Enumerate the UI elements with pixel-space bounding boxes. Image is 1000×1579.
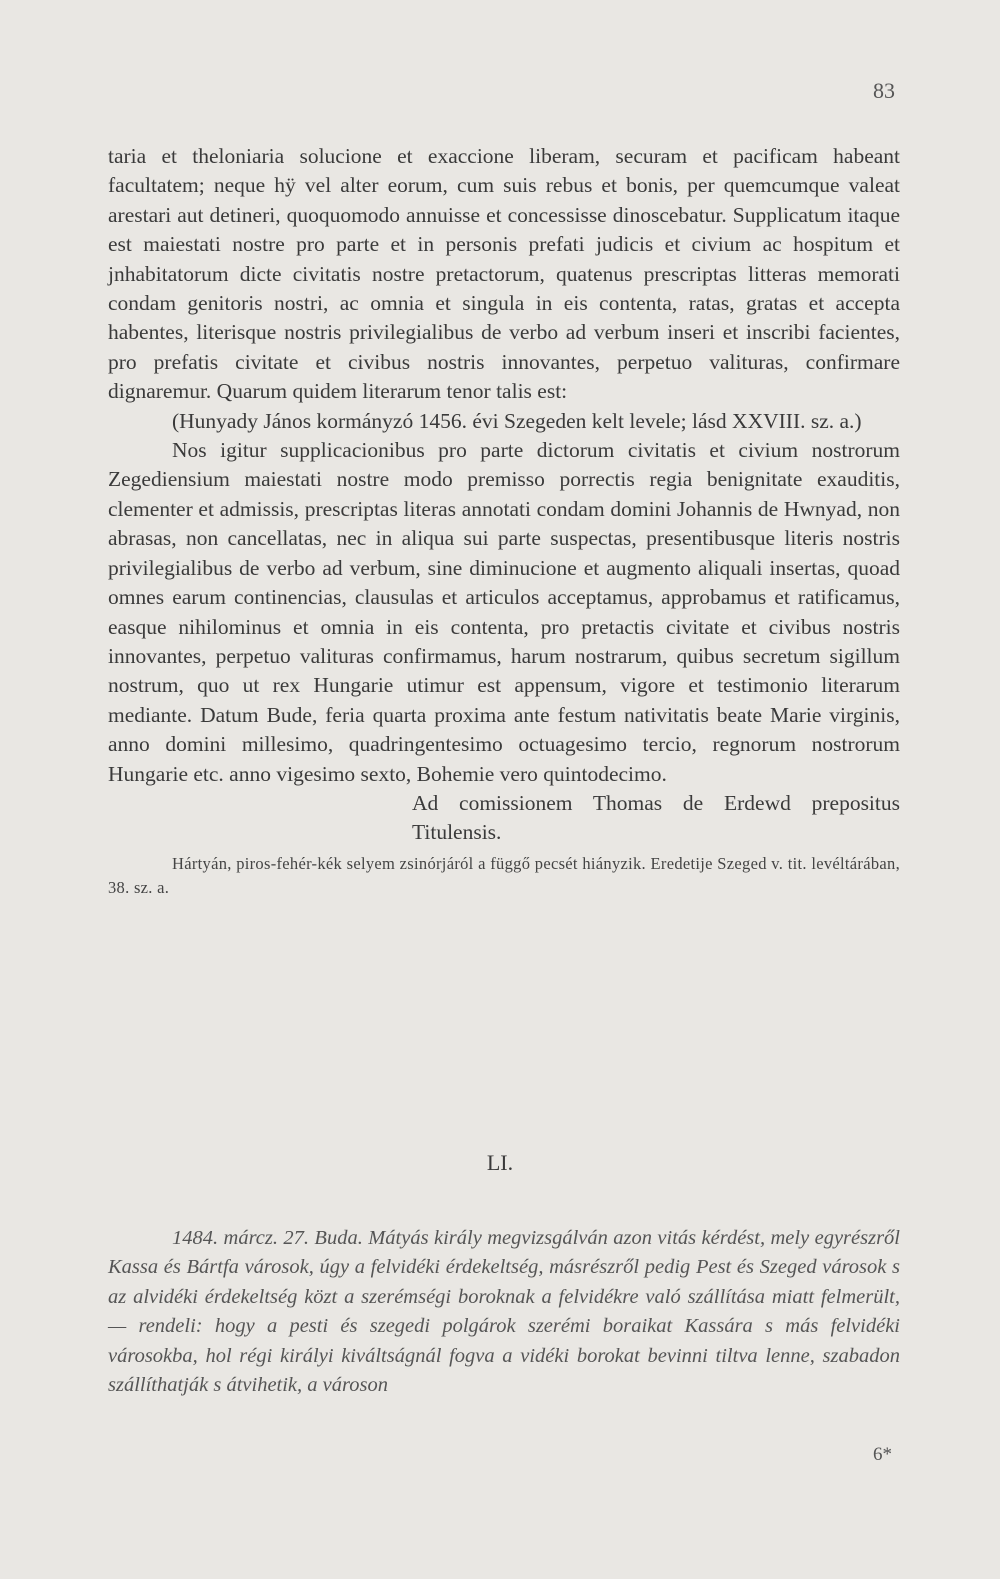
commission-note: Ad comissionem Thomas de Erdewd prepositus Titulensis. bbox=[412, 790, 900, 845]
paragraph-continuation: taria et theloniaria solucione et exaccione liberam, securam et pacificam habeant facultatem; neque hÿ vel alter eorum, cum suis rebus et bonis, per quemcumque valeat arestari aut detineri, quoquomodo annuisse et concessisse dinoscebatur. Supplicatum itaque est maiestati nostre pro parte et in personis prefati judicis et civium ac hospitum et jnhabitatorum dicte civitatis nostre pretactorum, quatenus prescriptas litteras memorati condam genitoris nostri, ac omnia et singula in eis contenta, ratas, gratas et accepta habentes, literisque nostris privilegialibus de verbo ad verbum inseri et inscribi facientes, pro prefatis civitate et civibus nostris innovantes, perpetuo valituras, confirmare dignaremur. Quarum quidem literarum tenor talis est: bbox=[108, 144, 900, 404]
paragraph-confirmation: Nos igitur supplicacionibus pro parte dictorum civitatis et civium nostrorum Zegediensium maiestati nostre modo premisso porrectis regia benignitate exauditis, clementer et admissis, prescriptas literas annotati condam domini Johannis de Hwnyad, non abrasas, non cancellatas, nec in aliqua sui parte suspectas, presentibusque literis nostris privilegialibus de verbo ad verbum, sine diminucione et augmento aliquali insertas, quoad omnes earum continencias, clausulas et articulos acceptamus, approbamus et ratificamus, easque nihilominus et omnia in eis contenta, pro pretactis civitate et civibus nostris innovantes, perpetuo valituras confirmamus, harum nostrarum, quibus secretum sigillum nostrum, quo ut rex Hungarie utimur est appensum, vigore et testimonio literarum mediante. Datum Bude, feria quarta proxima ante festum nativitatis beate Marie virginis, anno domini millesimo, quadringentesimo octuagesimo tercio, regnorum nostrorum Hungarie etc. anno vigesimo sexto, Bohemie vero quintodecimo. bbox=[108, 438, 900, 786]
charter-text bbox=[108, 142, 900, 900]
document-number: LI. bbox=[486, 1150, 514, 1175]
archival-footnote: Hártyán, piros-fehér-kék selyem zsinórjáról a függő pecsét hiányzik. Eredetije Szeged v. tit. levéltárában, 38. sz. a. bbox=[108, 853, 900, 897]
signature-mark: 6* bbox=[873, 1444, 892, 1465]
page-number: 83 bbox=[873, 78, 895, 103]
paragraph-inserted-reference: (Hunyady János kormányzó 1456. évi Szegeden kelt levele; lásd XXVIII. sz. a.) bbox=[172, 408, 862, 433]
regest-summary: 1484. márcz. 27. Buda. Mátyás király megvizsgálván azon vitás kérdést, mely egyrészről Kassa és Bártfa városok, úgy a felvidéki érdekeltség, másrészről pedig Pest és Szeged városok s az alvidéki érdekeltség közt a szerémségi boroknak a felvidékre való szállítása miatt felmerült, — rendeli: hogy a pesti és szegedi polgárok szerémi boraikat Kassára s más felvidéki városokba, hol régi királyi kiváltságnál fogva a vidéki borokat bevinni tiltva lenne, szabadon szállíthatják s átvihetik, a városon bbox=[108, 1226, 900, 1397]
